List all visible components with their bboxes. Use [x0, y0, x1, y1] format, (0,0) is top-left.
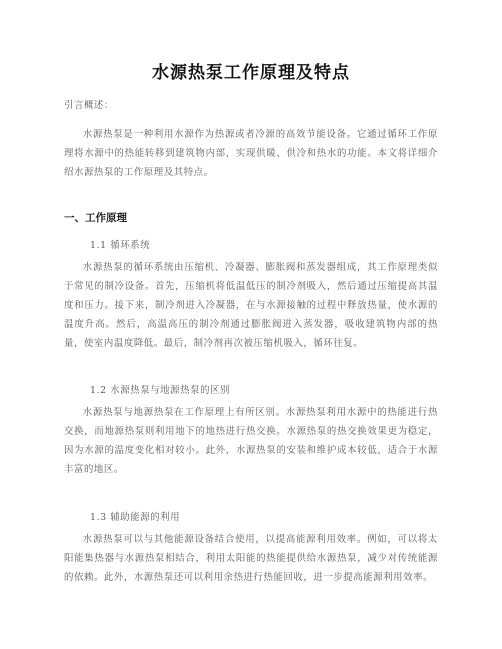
subsection-heading-cycle: 1.1 循环系统 [90, 240, 151, 251]
subsection-heading-difference: 1.2 水源热泵与地源热泵的区别 [90, 385, 230, 396]
paragraph-difference: 水源热泵与地源热泵在工作原理上有所区别。水源热泵利用水源中的热能进行热交换，而地源热泵则利用地下的地热进行热交换。水源热泵的热交换效果更为稳定，因为水源的温度变化相对较小。此外，水源热泵的安装和维护成本较低，适合于水源丰富的地区。 [64, 407, 438, 475]
paragraph-auxiliary: 水源热泵可以与其他能源设备结合使用，以提高能源利用效率。例如，可以将太阳能集热器与水源热泵相结合，利用太阳能的热能提供给水源热泵，减少对传统能源的依赖。此外，水源热泵还可以利用余热进行热能回收，进一步提高能源利用效率。 [64, 534, 438, 583]
intro-label: 引言概述： [64, 100, 114, 111]
section-heading-principle: 一、工作原理 [64, 212, 127, 224]
document-title: 水源热泵工作原理及特点 [152, 63, 350, 83]
intro-paragraph: 水源热泵是一种利用水源作为热源或者冷源的高效节能设备。它通过循环工作原理将水源中的热能转移到建筑物内部，实现供暖、供冷和热水的功能。本文将详细介绍水源热泵的工作原理及其特点。 [64, 129, 438, 178]
subsection-heading-auxiliary: 1.3 辅助能源的利用 [90, 512, 181, 523]
paragraph-cycle: 水源热泵的循环系统由压缩机、冷凝器、膨胀阀和蒸发器组成，其工作原理类似于常见的制冷设备。首先，压缩机将低温低压的制冷剂吸入，然后通过压缩提高其温度和压力。接下来，制冷剂进入冷凝器，在与水源接触的过程中释放热量，使水源的温度升高。然后，高温高压的制冷剂通过膨胀阀进入蒸发器，吸收建筑物内部的热量，使室内温度降低。最后，制冷剂再次被压缩机吸入，循环往复。 [64, 262, 438, 349]
